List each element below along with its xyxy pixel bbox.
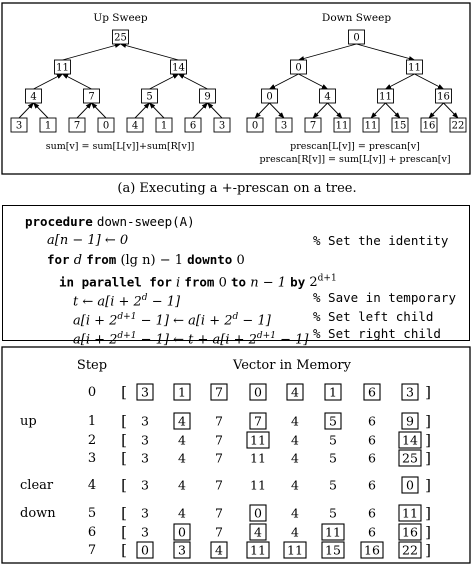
code-line-5: [73, 290, 180, 310]
up-value-leaf-2: 7: [73, 120, 81, 132]
cell-7-5: 15: [325, 542, 341, 558]
code-line-6: [73, 309, 271, 329]
down-value-leaf-2: 7: [309, 120, 317, 132]
cell-5-7: 11: [402, 505, 418, 521]
expr-start: 0: [218, 275, 227, 291]
math-right-1: a[i + 2: [73, 332, 118, 348]
cell-1-3: 7: [254, 413, 262, 429]
cell-4-4: 4: [291, 477, 299, 493]
keyword-downto: downto: [187, 252, 233, 267]
expr-step: [309, 275, 336, 290]
code-panel: [2, 205, 470, 348]
code-line-1: [25, 214, 195, 231]
down-edge-1-1-1: [415, 74, 444, 89]
cell-1-5: 5: [329, 413, 337, 429]
row-bracket-open-7: [: [121, 541, 127, 559]
keyword-to: to: [231, 274, 247, 290]
down-value-level1-1: 11: [408, 62, 421, 74]
cell-4-5: 5: [329, 477, 337, 493]
cell-3-1: 4: [178, 450, 186, 466]
procedure-name: down-sweep(A): [96, 214, 195, 229]
cell-6-5: 11: [325, 524, 341, 540]
cell-6-6: 6: [368, 524, 376, 540]
down-value-leaf-0: 0: [251, 120, 259, 132]
math-left-1: a[i + 2: [73, 313, 118, 329]
code-line-3: [47, 252, 245, 269]
cell-0-7: 3: [406, 384, 414, 400]
down-value-root-0: 0: [353, 32, 360, 44]
cell-2-5: 5: [329, 432, 337, 448]
down-value-leaf-6: 16: [422, 120, 436, 132]
cell-2-7: 14: [402, 432, 418, 448]
row-phase-1: up: [20, 414, 37, 429]
var-i: i: [176, 275, 181, 291]
cell-7-7: 22: [402, 542, 418, 558]
cell-3-4: 4: [291, 450, 299, 466]
up-value-root-0: 25: [114, 32, 127, 44]
up-value-level1-0: 11: [56, 62, 69, 74]
figure-caption: (a) Executing a +-prescan on a tree.: [117, 181, 357, 196]
var-d: d: [73, 253, 83, 268]
down-edge-1-0-1: [299, 74, 328, 89]
up-value-level2-0: 4: [30, 91, 37, 103]
down-edge-2-1-0: [313, 103, 328, 118]
cell-3-6: 6: [368, 450, 376, 466]
expr-zero: 0: [236, 253, 245, 268]
down-value-leaf-5: 15: [393, 120, 407, 132]
row-step-7: 7: [87, 543, 97, 558]
cell-1-7: 9: [406, 413, 414, 429]
comment-temporary: % Save in temporary: [313, 290, 456, 305]
row-bracket-close-4: ]: [425, 476, 431, 494]
row-step-0: 0: [87, 385, 97, 400]
cell-0-0: 3: [141, 384, 149, 400]
cell-4-0: 3: [141, 477, 149, 493]
up-value-level1-1: 14: [172, 62, 185, 74]
down-title: Down Sweep: [321, 12, 392, 24]
row-step-6: 6: [87, 525, 97, 540]
down-value-level1-0: 0: [295, 62, 302, 74]
row-step-2: 2: [87, 433, 97, 448]
up-edge-2-2-0: [135, 103, 150, 118]
cell-7-3: 11: [250, 542, 266, 558]
keyword-procedure: procedure: [25, 214, 93, 229]
cell-5-2: 7: [215, 505, 223, 521]
up-edge-1-1-1: [179, 74, 208, 89]
down-value-level2-3: 16: [437, 91, 450, 103]
row-bracket-open-4: [: [121, 476, 127, 494]
up-edge-2-1-1: [92, 103, 107, 118]
step-exponent: d+1: [317, 274, 337, 284]
down-edge-2-3-0: [429, 103, 444, 118]
down-value-leaf-7: 22: [451, 120, 465, 132]
keyword-from-2: from: [184, 274, 215, 290]
down-formula-right: prescan[R[v]] = sum[L[v]] + prescan[v]: [259, 154, 451, 165]
cell-0-3: 0: [254, 384, 262, 400]
down-edge-2-0-1: [270, 103, 285, 118]
cell-3-7: 25: [402, 450, 418, 466]
down-sweep-tree: [247, 12, 466, 165]
cell-2-2: 7: [215, 432, 223, 448]
cell-4-1: 4: [178, 477, 186, 493]
up-edge-2-1-0: [77, 103, 92, 118]
code-line-2: [47, 233, 128, 249]
cell-1-2: 7: [215, 413, 223, 429]
row-bracket-open-2: [: [121, 431, 127, 449]
row-bracket-close-5: ]: [425, 504, 431, 522]
cell-5-3: 0: [254, 505, 262, 521]
cell-6-3: 4: [254, 524, 262, 540]
cell-7-0: 0: [141, 542, 149, 558]
cell-0-2: 7: [215, 384, 223, 400]
up-value-leaf-0: 3: [15, 120, 23, 132]
cell-5-0: 3: [141, 505, 149, 521]
row-bracket-close-6: ]: [425, 523, 431, 541]
down-edge-2-1-1: [328, 103, 343, 118]
keyword-in-parallel-for: in parallel for: [59, 274, 172, 290]
row-phase-4: clear: [20, 478, 54, 493]
cell-4-3: 11: [250, 477, 266, 493]
up-value-leaf-7: 3: [218, 120, 226, 132]
down-value-leaf-4: 11: [364, 120, 378, 132]
up-edge-2-0-0: [19, 103, 34, 118]
math-left-exp1: d+1: [117, 312, 137, 322]
up-value-level2-3: 9: [204, 91, 211, 103]
expr-n-minus-1: n − 1: [250, 275, 287, 291]
cell-0-5: 1: [329, 384, 337, 400]
down-edge-0-0-0: [299, 44, 357, 60]
cell-2-3: 11: [250, 432, 266, 448]
up-value-leaf-3: 0: [102, 120, 110, 132]
up-value-leaf-6: 6: [189, 120, 197, 132]
comment-identity: % Set the identity: [313, 233, 449, 248]
cell-0-6: 6: [368, 384, 376, 400]
cell-4-6: 6: [368, 477, 376, 493]
keyword-for: for: [47, 252, 70, 267]
cell-7-1: 3: [178, 542, 186, 558]
up-edge-0-0-0: [63, 44, 121, 60]
down-edge-2-0-0: [255, 103, 270, 118]
cell-6-0: 3: [141, 524, 149, 540]
code-line-4: [59, 271, 337, 291]
cell-3-0: 3: [141, 450, 149, 466]
table-panel-frame: [2, 347, 470, 563]
row-bracket-close-0: ]: [425, 383, 431, 401]
cell-5-5: 5: [329, 505, 337, 521]
down-formula-left: prescan[L[v]] = prescan[v]: [290, 141, 420, 152]
up-sweep-tree: [11, 12, 230, 152]
math-right-3: − 1]: [275, 332, 309, 348]
row-step-3: 3: [87, 451, 97, 466]
up-edge-2-0-1: [34, 103, 49, 118]
math-init: a[n − 1] ← 0: [47, 233, 129, 248]
cell-5-6: 6: [368, 505, 376, 521]
keyword-by: by: [290, 274, 306, 290]
cell-5-1: 4: [178, 505, 186, 521]
cell-7-6: 16: [364, 542, 380, 558]
cell-3-5: 5: [329, 450, 337, 466]
cell-2-0: 3: [141, 432, 149, 448]
cell-6-2: 7: [215, 524, 223, 540]
up-value-leaf-1: 1: [44, 120, 52, 132]
cell-2-4: 4: [291, 432, 299, 448]
cell-6-4: 4: [291, 524, 299, 540]
up-value-level2-1: 7: [88, 91, 95, 103]
cell-0-1: 1: [178, 384, 186, 400]
up-value-level2-2: 5: [146, 91, 153, 103]
math-temp-a: t ← a[i + 2: [73, 294, 142, 310]
row-bracket-close-7: ]: [425, 541, 431, 559]
down-edge-1-0-0: [270, 74, 299, 89]
table-header-vector: Vector in Memory: [233, 358, 351, 373]
row-step-1: 1: [87, 414, 97, 429]
expr-lgn: (lg n) − 1: [120, 253, 183, 268]
up-edge-2-2-1: [150, 103, 165, 118]
up-edge-0-0-1: [121, 44, 179, 60]
cell-2-6: 6: [368, 432, 376, 448]
down-edge-2-2-0: [371, 103, 386, 118]
down-value-level2-0: 0: [266, 91, 273, 103]
cell-4-7: 0: [406, 477, 414, 493]
comment-left-child: % Set left child: [313, 309, 434, 324]
math-temp-tail: − 1]: [147, 294, 181, 310]
cell-6-7: 16: [402, 524, 418, 540]
cell-3-3: 11: [250, 450, 266, 466]
row-bracket-close-3: ]: [425, 449, 431, 467]
cell-1-1: 4: [178, 413, 186, 429]
cell-1-6: 6: [368, 413, 376, 429]
cell-4-2: 7: [215, 477, 223, 493]
row-step-4: 4: [87, 478, 97, 493]
cell-1-4: 4: [291, 413, 299, 429]
math-left-3: − 1]: [238, 313, 271, 329]
row-bracket-open-6: [: [121, 523, 127, 541]
row-bracket-open-0: [: [121, 383, 127, 401]
row-step-5: 5: [87, 506, 97, 521]
cell-6-1: 0: [178, 524, 186, 540]
up-formula: sum[v] = sum[L[v]]+sum[R[v]]: [45, 141, 195, 152]
step-base: 2: [309, 275, 318, 291]
down-value-leaf-1: 3: [280, 120, 288, 132]
math-left-exp2: d: [232, 312, 239, 322]
down-edge-2-2-1: [386, 103, 401, 118]
down-value-level2-1: 4: [324, 91, 331, 103]
up-value-leaf-5: 1: [160, 120, 168, 132]
code-line-7: [73, 328, 308, 348]
cell-3-2: 7: [215, 450, 223, 466]
keyword-from: from: [86, 252, 117, 267]
comment-right-child: % Set right child: [313, 326, 441, 341]
up-value-leaf-4: 4: [131, 120, 139, 132]
down-edge-0-0-1: [357, 44, 415, 60]
up-edge-2-3-0: [193, 103, 208, 118]
math-right-2: − 1] ← t + a[i + 2: [136, 332, 257, 348]
memory-table: [20, 358, 431, 559]
cell-7-4: 11: [287, 542, 303, 558]
math-right-exp2: d+1: [256, 331, 276, 341]
cell-5-4: 4: [291, 505, 299, 521]
math-left-2: − 1] ← a[i + 2: [136, 313, 233, 329]
up-edge-2-3-1: [208, 103, 223, 118]
row-bracket-open-3: [: [121, 449, 127, 467]
row-bracket-open-5: [: [121, 504, 127, 522]
down-edge-1-1-0: [386, 74, 415, 89]
down-value-level2-2: 11: [379, 91, 392, 103]
cell-0-4: 4: [291, 384, 299, 400]
math-right-exp1: d+1: [117, 331, 137, 341]
up-edge-1-1-0: [150, 74, 179, 89]
up-title: Up Sweep: [93, 12, 148, 24]
cell-2-1: 4: [178, 432, 186, 448]
math-temp-exp: d: [141, 293, 148, 303]
down-edge-2-3-1: [444, 103, 459, 118]
row-phase-5: down: [20, 506, 56, 521]
cell-1-0: 3: [141, 413, 149, 429]
up-edge-1-0-1: [63, 74, 92, 89]
row-bracket-close-1: ]: [425, 412, 431, 430]
up-edge-1-0-0: [34, 74, 63, 89]
down-value-leaf-3: 11: [335, 120, 349, 132]
row-bracket-close-2: ]: [425, 431, 431, 449]
table-header-step: Step: [76, 358, 108, 373]
cell-7-2: 4: [215, 542, 223, 558]
row-bracket-open-1: [: [121, 412, 127, 430]
